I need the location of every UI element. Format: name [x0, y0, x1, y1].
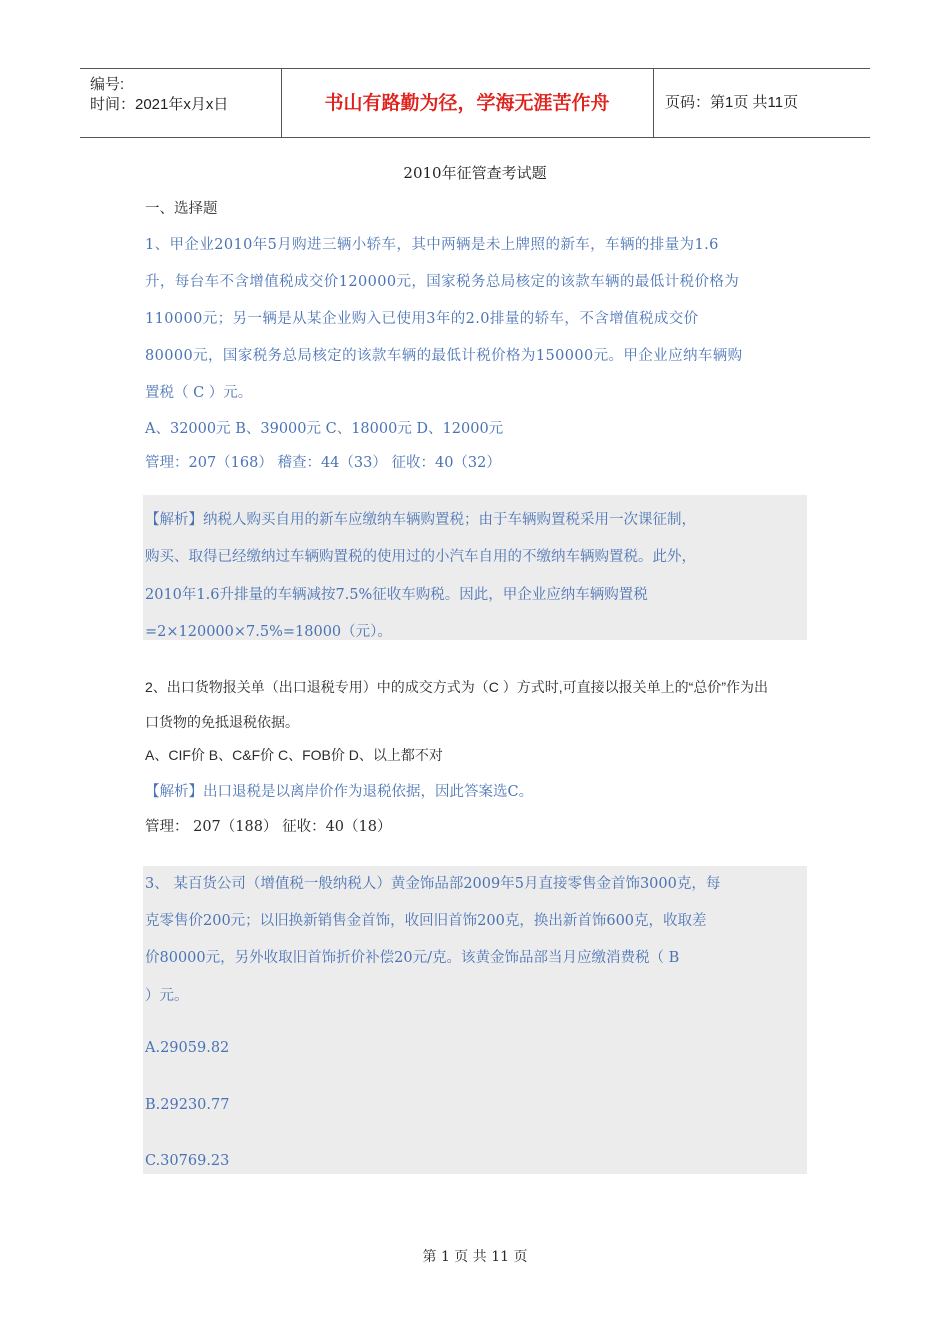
- q1-line: 110000元；另一辆是从某企业购入已使用3年的2.0排量的轿车，不含增值税成交价: [145, 311, 699, 327]
- header-motto: 书山有路勤为径，学海无涯苦作舟: [324, 92, 610, 114]
- q3-option: A.29059.82: [145, 1040, 230, 1056]
- q1-analysis-line: =2×120000×7.5%=18000（元）。: [145, 624, 392, 640]
- q1-line: 1、甲企业2010年5月购进三辆小轿车，其中两辆是未上牌照的新车，车辆的排量为1.6: [145, 237, 719, 253]
- doc-title: 2010年征管查考试题: [403, 164, 547, 182]
- code-label: 编号:: [90, 76, 125, 93]
- page-footer: 第 1 页 共 11 页: [422, 1249, 528, 1265]
- q1-stats: 管理：207（168） 稽查：44（33） 征收：40（32）: [145, 455, 501, 471]
- q1-analysis-line: 2010年1.6升排量的车辆减按7.5%征收车购税。因此，甲企业应纳车辆购置税: [145, 587, 648, 603]
- q3-option: B.29230.77: [145, 1097, 230, 1113]
- q2-line: 2、出口货物报关单（出口退税专用）中的成交方式为（C ）方式时,可直接以报关单上的“总价”作为出: [145, 679, 768, 695]
- q3-option: C.30769.23: [145, 1153, 230, 1169]
- header-page-info: 页码：第1页 共11页: [665, 94, 799, 111]
- q3-line: 价80000元，另外收取旧首饰折价补偿20元/克。该黄金饰品部当月应缴消费税（ B: [145, 950, 680, 966]
- q2-line: 口货物的免抵退税依据。: [145, 714, 299, 730]
- q1-line: 升，每台车不含增值税成交价120000元，国家税务总局核定的该款车辆的最低计税价格为: [145, 274, 740, 290]
- q1-options: A、32000元 B、39000元 C、18000元 D、12000元: [145, 421, 504, 437]
- q3-line: ）元。: [145, 988, 189, 1004]
- header-divider: [653, 69, 654, 137]
- q1-line: 80000元，国家税务总局核定的该款车辆的最低计税价格为150000元。甲企业应纳车辆购: [145, 348, 743, 364]
- q2-stats: 管理： 207（188） 征收：40（18）: [145, 819, 392, 835]
- header-meta-cell: [80, 69, 280, 137]
- q1-line: 置税（ C ）元。: [145, 385, 253, 401]
- q3-line: 3、 某百货公司（增值税一般纳税人）黄金饰品部2009年5月直接零售金首饰3000克，每: [145, 876, 721, 892]
- q2-options: A、CIF价 B、C&F价 C、FOB价 D、以上都不对: [145, 747, 443, 763]
- header-table: [80, 68, 870, 138]
- q2-analysis: 【解析】出口退税是以离岸价作为退税依据，因此答案选C。: [145, 784, 534, 800]
- q3-line: 克零售价200元；以旧换新销售金首饰，收回旧首饰200克，换出新首饰600克，收取差: [145, 913, 707, 929]
- q1-analysis-line: 【解析】纳税人购买自用的新车应缴纳车辆购置税；由于车辆购置税采用一次课征制，: [145, 512, 696, 528]
- time-label: 时间：2021年x月x日: [90, 96, 229, 113]
- section-heading: 一、选择题: [145, 201, 218, 217]
- q1-analysis-line: 购买、取得已经缴纳过车辆购置税的使用过的小汽车自用的不缴纳车辆购置税。此外，: [145, 549, 696, 565]
